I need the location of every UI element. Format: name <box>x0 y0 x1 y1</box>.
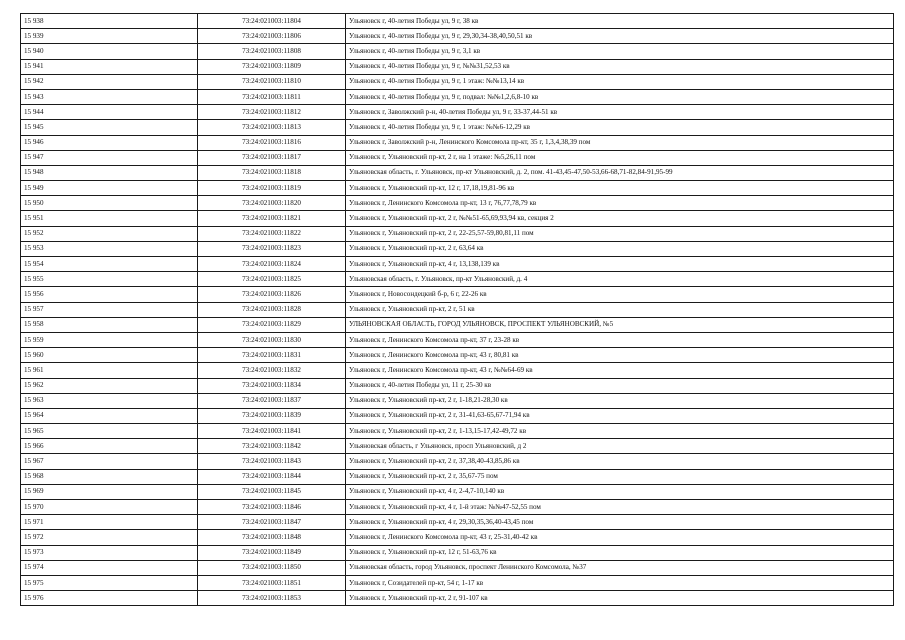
table-row <box>21 363 894 378</box>
table-row <box>21 165 894 180</box>
address-cell: Ульяновск г, Новосондецкий б-р, 6 г, 22-26 кв <box>346 287 894 302</box>
cadastral-number-cell: 73:24:021003:11804 <box>198 14 346 29</box>
cadastral-number-cell: 73:24:021003:11818 <box>198 165 346 180</box>
cadastral-number-cell: 73:24:021003:11839 <box>198 408 346 423</box>
address-cell: Ульяновск г, Ульяновский пр-кт, 2 г, на 1 этаже: №5,26,11 пом <box>346 150 894 165</box>
record-number-cell: 15 955 <box>21 272 198 287</box>
record-number-cell: 15 950 <box>21 196 198 211</box>
table-row <box>21 424 894 439</box>
address-cell: Ульяновск г, 40-летия Победы ул, 11 г, 25-30 кв <box>346 378 894 393</box>
table-row <box>21 89 894 104</box>
record-number-cell: 15 967 <box>21 454 198 469</box>
record-number-cell: 15 971 <box>21 515 198 530</box>
table-row <box>21 500 894 515</box>
table-row <box>21 120 894 135</box>
record-number-cell: 15 953 <box>21 241 198 256</box>
address-cell: Ульяновск г, Ульяновский пр-кт, 2 г, 1-13,15-17,42-49,72 кв <box>346 424 894 439</box>
table-row <box>21 135 894 150</box>
address-cell: Ульяновск г, 40-летия Победы ул, 9 г, 1 этаж: №№13,14 кв <box>346 74 894 89</box>
address-cell: Ульяновск г, Ульяновский пр-кт, 2 г, 31-41,63-65,67-71,94 кв <box>346 408 894 423</box>
record-number-cell: 15 965 <box>21 424 198 439</box>
table-row <box>21 530 894 545</box>
address-cell: Ульяновск г, Ульяновский пр-кт, 2 г, 1-18,21-28,30 кв <box>346 393 894 408</box>
table-row <box>21 408 894 423</box>
table-row <box>21 29 894 44</box>
record-number-cell: 15 940 <box>21 44 198 59</box>
table-row <box>21 591 894 606</box>
record-number-cell: 15 956 <box>21 287 198 302</box>
cadastral-number-cell: 73:24:021003:11821 <box>198 211 346 226</box>
cadastral-number-cell: 73:24:021003:11810 <box>198 74 346 89</box>
record-number-cell: 15 968 <box>21 469 198 484</box>
address-cell: Ульяновск г, Заволжский р-н, 40-летия Победы ул, 9 г, 33-37,44-51 кв <box>346 105 894 120</box>
table-row <box>21 272 894 287</box>
record-number-cell: 15 969 <box>21 484 198 499</box>
address-cell: Ульяновск г, Ульяновский пр-кт, 2 г, 37,38,40-43,85,86 кв <box>346 454 894 469</box>
record-number-cell: 15 958 <box>21 317 198 332</box>
cadastral-number-cell: 73:24:021003:11844 <box>198 469 346 484</box>
address-cell: Ульяновск г, Ульяновский пр-кт, 4 г, 13,138,139 кв <box>346 257 894 272</box>
record-number-cell: 15 963 <box>21 393 198 408</box>
address-cell: УЛЬЯНОВСКАЯ ОБЛАСТЬ, ГОРОД УЛЬЯНОВСК, ПРОСПЕКТ УЛЬЯНОВСКИЙ, №5 <box>346 317 894 332</box>
record-number-cell: 15 970 <box>21 500 198 515</box>
cadastral-number-cell: 73:24:021003:11816 <box>198 135 346 150</box>
record-number-cell: 15 962 <box>21 378 198 393</box>
record-number-cell: 15 943 <box>21 89 198 104</box>
address-cell: Ульяновск г, Ульяновский пр-кт, 12 г, 51-63,76 кв <box>346 545 894 560</box>
address-cell: Ульяновск г, Ульяновский пр-кт, 2 г, 91-107 кв <box>346 591 894 606</box>
cadastral-number-cell: 73:24:021003:11823 <box>198 241 346 256</box>
address-cell: Ульяновск г, Ленинского Комсомола пр-кт, 43 г, 25-31,40-42 кв <box>346 530 894 545</box>
record-number-cell: 15 938 <box>21 14 198 29</box>
record-number-cell: 15 964 <box>21 408 198 423</box>
cadastral-number-cell: 73:24:021003:11851 <box>198 575 346 590</box>
table-row <box>21 181 894 196</box>
table-row <box>21 14 894 29</box>
address-cell: Ульяновск г, Ленинского Комсомола пр-кт, 43 г, №№64-69 кв <box>346 363 894 378</box>
cadastral-number-cell: 73:24:021003:11825 <box>198 272 346 287</box>
table-row <box>21 560 894 575</box>
address-cell: Ульяновск г, Ленинского Комсомола пр-кт, 37 г, 23-28 кв <box>346 332 894 347</box>
cadastral-number-cell: 73:24:021003:11847 <box>198 515 346 530</box>
cadastral-number-cell: 73:24:021003:11813 <box>198 120 346 135</box>
record-number-cell: 15 959 <box>21 332 198 347</box>
cadastral-number-cell: 73:24:021003:11809 <box>198 59 346 74</box>
address-cell: Ульяновск г, Ульяновский пр-кт, 4 г, 1-й этаж: №№47-52,55 пом <box>346 500 894 515</box>
address-cell: Ульяновск г, 40-летия Победы ул, 9 г, №№31,52,53 кв <box>346 59 894 74</box>
table-row <box>21 44 894 59</box>
address-cell: Ульяновск г, Созидателей пр-кт, 54 г, 1-17 кв <box>346 575 894 590</box>
record-number-cell: 15 942 <box>21 74 198 89</box>
address-cell: Ульяновская область, г. Ульяновск, пр-кт Ульяновский, д. 2, пом. 41-43,45-47,50-53,66-68,71-82,84-91,95-99 <box>346 165 894 180</box>
address-cell: Ульяновск г, 40-летия Победы ул, 9 г, 29,30,34-38,40,50,51 кв <box>346 29 894 44</box>
record-number-cell: 15 951 <box>21 211 198 226</box>
cadastral-number-cell: 73:24:021003:11829 <box>198 317 346 332</box>
address-cell: Ульяновск г, 40-летия Победы ул, 9 г, 1 этаж: №№6-12,29 кв <box>346 120 894 135</box>
cadastral-number-cell: 73:24:021003:11831 <box>198 348 346 363</box>
address-cell: Ульяновск г, Ульяновский пр-кт, 2 г, №№51-65,69,93,94 кв, секция 2 <box>346 211 894 226</box>
table-row <box>21 302 894 317</box>
table-row <box>21 393 894 408</box>
record-number-cell: 15 974 <box>21 560 198 575</box>
table-row <box>21 332 894 347</box>
record-number-cell: 15 949 <box>21 181 198 196</box>
table-row <box>21 150 894 165</box>
record-number-cell: 15 948 <box>21 165 198 180</box>
cadastral-number-cell: 73:24:021003:11817 <box>198 150 346 165</box>
table-row <box>21 348 894 363</box>
cadastral-number-cell: 73:24:021003:11849 <box>198 545 346 560</box>
cadastral-number-cell: 73:24:021003:11812 <box>198 105 346 120</box>
cadastral-number-cell: 73:24:021003:11845 <box>198 484 346 499</box>
address-cell: Ульяновск г, Ленинского Комсомола пр-кт, 43 г, 80,81 кв <box>346 348 894 363</box>
cadastral-number-cell: 73:24:021003:11841 <box>198 424 346 439</box>
address-cell: Ульяновск г, Ульяновский пр-кт, 4 г, 29,30,35,36,40-43,45 пом <box>346 515 894 530</box>
table-row <box>21 484 894 499</box>
address-cell: Ульяновск г, 40-летия Победы ул, 9 г, 38 кв <box>346 14 894 29</box>
record-number-cell: 15 973 <box>21 545 198 560</box>
address-cell: Ульяновск г, Ульяновский пр-кт, 2 г, 63,64 кв <box>346 241 894 256</box>
cadastral-number-cell: 73:24:021003:11819 <box>198 181 346 196</box>
address-cell: Ульяновская область, г. Ульяновск, пр-кт Ульяновский, д. 4 <box>346 272 894 287</box>
cadastral-number-cell: 73:24:021003:11830 <box>198 332 346 347</box>
record-number-cell: 15 960 <box>21 348 198 363</box>
cadastral-number-cell: 73:24:021003:11826 <box>198 287 346 302</box>
address-cell: Ульяновск г, 40-летия Победы ул, 9 г, 3,1 кв <box>346 44 894 59</box>
cadastral-number-cell: 73:24:021003:11842 <box>198 439 346 454</box>
address-cell: Ульяновск г, Ульяновский пр-кт, 2 г, 35,67-75 пом <box>346 469 894 484</box>
address-cell: Ульяновск г, Ульяновский пр-кт, 2 г, 51 кв <box>346 302 894 317</box>
table-row <box>21 257 894 272</box>
table-row <box>21 515 894 530</box>
record-number-cell: 15 976 <box>21 591 198 606</box>
record-number-cell: 15 941 <box>21 59 198 74</box>
table-row <box>21 469 894 484</box>
table-row <box>21 454 894 469</box>
record-number-cell: 15 972 <box>21 530 198 545</box>
cadastral-number-cell: 73:24:021003:11846 <box>198 500 346 515</box>
table-row <box>21 378 894 393</box>
record-number-cell: 15 939 <box>21 29 198 44</box>
table-row <box>21 105 894 120</box>
address-cell: Ульяновская область, г Ульяновск, просп Ульяновский, д 2 <box>346 439 894 454</box>
cadastral-number-cell: 73:24:021003:11808 <box>198 44 346 59</box>
record-number-cell: 15 947 <box>21 150 198 165</box>
address-cell: Ульяновск г, Ульяновский пр-кт, 4 г, 2-4,7-10,140 кв <box>346 484 894 499</box>
address-cell: Ульяновская область, город Ульяновск, проспект Ленинского Комсомола, №37 <box>346 560 894 575</box>
cadastral-number-cell: 73:24:021003:11853 <box>198 591 346 606</box>
table-row <box>21 226 894 241</box>
table-row <box>21 59 894 74</box>
table-row <box>21 575 894 590</box>
address-cell: Ульяновск г, Заволжский р-н, Ленинского Комсомола пр-кт, 35 г, 1,3,4,38,39 пом <box>346 135 894 150</box>
cadastral-number-cell: 73:24:021003:11811 <box>198 89 346 104</box>
cadastral-number-cell: 73:24:021003:11850 <box>198 560 346 575</box>
address-cell: Ульяновск г, Ульяновский пр-кт, 2 г, 22-25,57-59,80,81,11 пом <box>346 226 894 241</box>
address-cell: Ульяновск г, 40-летия Победы ул, 9 г, подвал: №№1,2,6,8-10 кв <box>346 89 894 104</box>
table-row <box>21 241 894 256</box>
cadastral-number-cell: 73:24:021003:11820 <box>198 196 346 211</box>
address-cell: Ульяновск г, Ленинского Комсомола пр-кт, 13 г, 76,77,78,79 кв <box>346 196 894 211</box>
record-number-cell: 15 944 <box>21 105 198 120</box>
table-row <box>21 196 894 211</box>
cadastral-number-cell: 73:24:021003:11806 <box>198 29 346 44</box>
cadastral-number-cell: 73:24:021003:11822 <box>198 226 346 241</box>
table-row <box>21 317 894 332</box>
register-rows <box>21 14 894 606</box>
record-number-cell: 15 957 <box>21 302 198 317</box>
record-number-cell: 15 975 <box>21 575 198 590</box>
table-row <box>21 545 894 560</box>
table-row <box>21 211 894 226</box>
record-number-cell: 15 961 <box>21 363 198 378</box>
record-number-cell: 15 945 <box>21 120 198 135</box>
cadastral-number-cell: 73:24:021003:11824 <box>198 257 346 272</box>
property-register-table <box>20 13 894 606</box>
cadastral-number-cell: 73:24:021003:11848 <box>198 530 346 545</box>
cadastral-number-cell: 73:24:021003:11832 <box>198 363 346 378</box>
table-row <box>21 74 894 89</box>
address-cell: Ульяновск г, Ульяновский пр-кт, 12 г, 17,18,19,81-96 кв <box>346 181 894 196</box>
table-row <box>21 287 894 302</box>
cadastral-number-cell: 73:24:021003:11837 <box>198 393 346 408</box>
record-number-cell: 15 946 <box>21 135 198 150</box>
record-number-cell: 15 966 <box>21 439 198 454</box>
cadastral-number-cell: 73:24:021003:11828 <box>198 302 346 317</box>
table-row <box>21 439 894 454</box>
record-number-cell: 15 954 <box>21 257 198 272</box>
cadastral-number-cell: 73:24:021003:11843 <box>198 454 346 469</box>
record-number-cell: 15 952 <box>21 226 198 241</box>
cadastral-number-cell: 73:24:021003:11834 <box>198 378 346 393</box>
